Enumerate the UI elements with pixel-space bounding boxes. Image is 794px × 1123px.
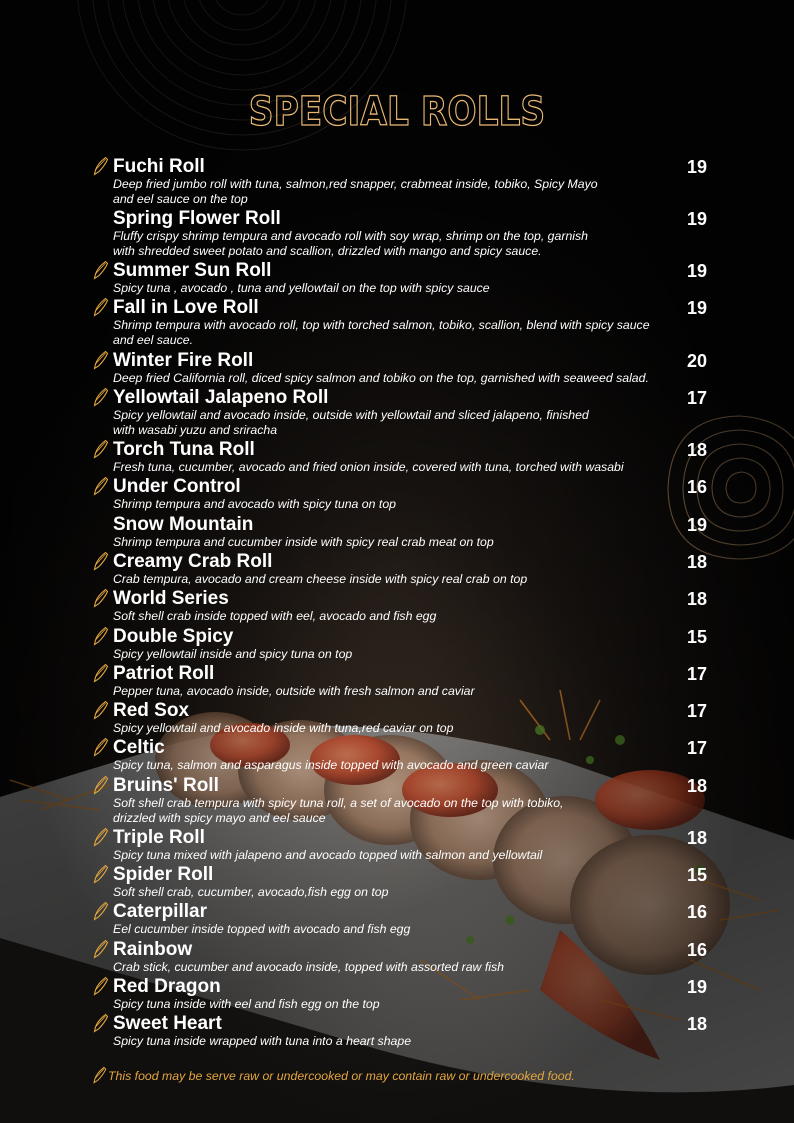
description-line: Deep fried California roll, diced spicy salmon and tobiko on the top, garnished with seaweed salad. (113, 371, 649, 385)
description-line: Soft shell crab tempura with spicy tuna roll, a set of avocado on the top with tobiko, (113, 796, 564, 810)
item-price: 20 (686, 351, 707, 371)
pen-nib-icon (90, 901, 110, 921)
item-description (113, 371, 703, 386)
pen-nib-icon (90, 439, 110, 459)
item-name: Celtic (113, 737, 165, 758)
item-description (113, 997, 703, 1012)
item-price: 18 (686, 828, 707, 848)
description-line: Shrimp tempura and avocado with spicy tuna on top (113, 497, 396, 511)
item-price: 19 (686, 157, 707, 177)
description-line: with shredded sweet potato and scallion, drizzled with mango and spicy sauce. (113, 243, 542, 258)
item-name: Fall in Love Roll (113, 297, 259, 318)
description-line: Deep fried jumbo roll with tuna, salmon,red snapper, crabmeat inside, tobiko, Spicy Mayo (113, 177, 598, 191)
item-price: 18 (686, 552, 707, 572)
item-description (113, 281, 703, 296)
item-price: 19 (686, 209, 707, 229)
item-name: Triple Roll (113, 827, 205, 848)
item-description (113, 758, 703, 773)
description-line: Eel cucumber inside topped with avocado and fish egg (113, 922, 411, 936)
item-name: Spider Roll (113, 864, 214, 885)
item-name: Red Sox (113, 700, 190, 721)
item-description (113, 609, 703, 624)
item-price: 16 (686, 477, 707, 497)
item-description (113, 885, 703, 900)
item-description (113, 647, 703, 662)
pen-nib-icon (90, 588, 110, 608)
item-price: 16 (686, 902, 707, 922)
pen-nib-icon (90, 939, 110, 959)
pen-nib-icon (90, 737, 110, 757)
description-line: Spicy tuna inside wrapped with tuna into a heart shape (113, 1034, 412, 1048)
item-price: 19 (686, 977, 707, 997)
description-line: drizzled with spicy mayo and eel sauce (113, 810, 326, 825)
description-line: Fresh tuna, cucumber, avocado and fried onion inside, covered with tuna, torched with wasabi (113, 460, 624, 474)
disclaimer-text: This food may be serve raw or undercooked or may contain raw or undercooked food. (108, 1069, 575, 1083)
description-line: Spicy yellowtail and avocado inside, outside with yellowtail and sliced jalapeno, finished (113, 408, 589, 422)
item-price: 17 (686, 664, 707, 684)
item-description (113, 721, 703, 736)
item-description (113, 1034, 703, 1049)
item-name: Creamy Crab Roll (113, 551, 273, 572)
description-line: Pepper tuna, avocado inside, outside with fresh salmon and caviar (113, 684, 475, 698)
item-name: Fuchi Roll (113, 156, 205, 177)
item-name: Spring Flower Roll (113, 208, 281, 229)
description-line: and eel sauce on the top (113, 191, 248, 206)
item-description (113, 848, 703, 863)
description-line: and eel sauce. (113, 332, 193, 347)
item-price: 17 (686, 738, 707, 758)
item-price: 15 (686, 865, 707, 885)
pen-nib-icon (90, 297, 110, 317)
item-price: 15 (686, 627, 707, 647)
description-line: Spicy yellowtail inside and spicy tuna on top (113, 647, 353, 661)
description-line: Shrimp tempura and cucumber inside with spicy real crab meat on top (113, 535, 494, 549)
item-name: Red Dragon (113, 976, 221, 997)
raw-food-disclaimer (90, 1066, 750, 1084)
item-description (113, 535, 703, 550)
item-description (113, 229, 703, 259)
item-description (113, 572, 703, 587)
item-description (113, 684, 703, 699)
item-name: World Series (113, 588, 229, 609)
pen-nib-icon (90, 626, 110, 646)
item-name: Snow Mountain (113, 514, 254, 535)
item-description (113, 960, 703, 975)
pen-nib-icon (90, 1066, 108, 1084)
description-line: Soft shell crab inside topped with eel, avocado and fish egg (113, 609, 437, 623)
pen-nib-icon (90, 775, 110, 795)
pen-nib-icon (90, 476, 110, 496)
item-price: 17 (686, 388, 707, 408)
item-name: Rainbow (113, 939, 193, 960)
item-price: 18 (686, 1014, 707, 1034)
description-line: Spicy tuna, salmon and asparagus inside topped with avocado and green caviar (113, 758, 549, 772)
item-price: 18 (686, 440, 707, 460)
description-line: Spicy tuna , avocado , tuna and yellowtail on the top with spicy sauce (113, 281, 490, 295)
item-price: 19 (686, 515, 707, 535)
item-price: 18 (686, 776, 707, 796)
description-line: Crab stick, cucumber and avocado inside, topped with assorted raw fish (113, 960, 504, 974)
item-price: 19 (686, 261, 707, 281)
item-name: Caterpillar (113, 901, 207, 922)
description-line: Soft shell crab, cucumber, avocado,fish egg on top (113, 885, 389, 899)
item-name: Winter Fire Roll (113, 350, 254, 371)
item-name: Bruins' Roll (113, 775, 219, 796)
item-price: 19 (686, 298, 707, 318)
item-description (113, 497, 703, 512)
pen-nib-icon (90, 350, 110, 370)
description-line: Shrimp tempura with avocado roll, top with torched salmon, tobiko, scallion, blend with spicy sauce (113, 318, 650, 332)
description-line: Fluffy crispy shrimp tempura and avocado roll with soy wrap, shrimp on the top, garnish (113, 229, 589, 243)
item-name: Torch Tuna Roll (113, 439, 255, 460)
description-line: Crab tempura, avocado and cream cheese inside with spicy real crab on top (113, 572, 528, 586)
pen-nib-icon (90, 1013, 110, 1033)
description-line: Spicy yellowtail and avocado inside with tuna,red caviar on top (113, 721, 454, 735)
item-name: Yellowtail Jalapeno Roll (113, 387, 329, 408)
item-name: Double Spicy (113, 626, 234, 647)
pen-nib-icon (90, 663, 110, 683)
pen-nib-icon (90, 260, 110, 280)
description-line: Spicy tuna inside with eel and fish egg on the top (113, 997, 380, 1011)
item-price: 17 (686, 701, 707, 721)
description-line: with wasabi yuzu and sriracha (113, 422, 278, 437)
pen-nib-icon (90, 700, 110, 720)
page-title: SPECIAL ROLLS (248, 89, 546, 135)
pen-nib-icon (90, 551, 110, 571)
item-description (113, 922, 703, 937)
item-price: 18 (686, 589, 707, 609)
pen-nib-icon (90, 976, 110, 996)
pen-nib-icon (90, 387, 110, 407)
description-line: Spicy tuna mixed with jalapeno and avocado topped with salmon and yellowtail (113, 848, 543, 862)
item-name: Under Control (113, 476, 241, 497)
item-description (113, 796, 703, 826)
item-description (113, 177, 703, 207)
pen-nib-icon (90, 864, 110, 884)
item-description (113, 318, 703, 348)
item-price: 16 (686, 940, 707, 960)
pen-nib-icon (90, 827, 110, 847)
item-description (113, 408, 703, 438)
pen-nib-icon (90, 156, 110, 176)
item-description (113, 460, 703, 475)
item-name: Summer Sun Roll (113, 260, 272, 281)
item-name: Sweet Heart (113, 1013, 222, 1034)
item-name: Patriot Roll (113, 663, 215, 684)
